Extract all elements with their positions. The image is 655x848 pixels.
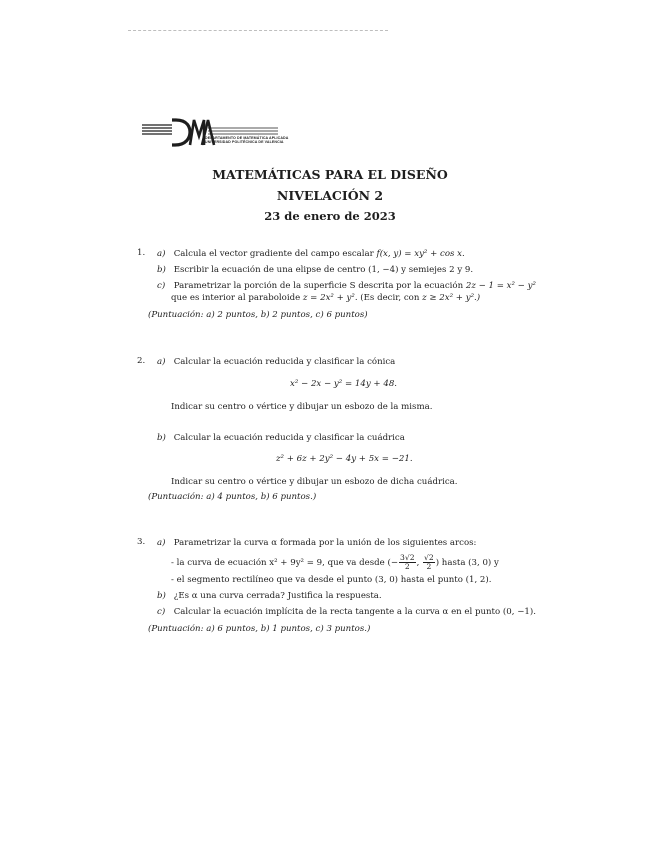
q3-c	[157, 606, 536, 618]
q2-b-text: Calcular la ecuación reducida y clasificar la cuádrica	[173, 433, 405, 443]
logo-caption	[205, 136, 289, 145]
q2-b-follow: Indicar su centro o vértice y dibujar un esbozo de dicha cuádrica.	[171, 477, 458, 487]
q1-c-cont	[171, 292, 480, 304]
q3-a	[157, 537, 476, 549]
exam-subtitle: NIVELACIÓN 2	[276, 188, 384, 203]
q2-b-equation: z² + 6z + 2y² − 4y + 5x = −21.	[276, 454, 413, 464]
exam-title: MATEMÁTICAS PARA EL DISEÑO	[212, 167, 448, 182]
q2-b-label: b)	[157, 433, 166, 443]
q2-a-label: a)	[157, 357, 166, 367]
frac2-numerator: √2	[424, 552, 434, 562]
frac1-denominator: 2	[404, 562, 410, 571]
q3-a-text: Parametrizar la curva α formada por la unión de los siguientes arcos:	[173, 538, 477, 548]
q2-a-follow: Indicar su centro o vértice y dibujar un esbozo de la misma.	[171, 402, 433, 412]
q3-a-item1-post: hasta (3, 0) y	[441, 558, 499, 568]
q3-c-text: Calcular la ecuación implícita de la recta tangente a la curva α en el punto (0, −1).	[173, 607, 536, 617]
frac1-numerator: 3√2	[400, 552, 415, 562]
q1-a	[157, 248, 465, 260]
q1-c-label: c)	[157, 281, 166, 291]
q1-b-math: (1, −4) y semiejes 2 y 9.	[368, 265, 474, 275]
q3-a-item1-pre: - la curva de ecuación x² + 9y² = 9, que va desde	[171, 558, 385, 568]
dma-logo	[142, 116, 289, 152]
q3-a-label: a)	[157, 538, 166, 548]
q3-c-label: c)	[157, 607, 166, 617]
q1-b	[157, 264, 473, 276]
q2-a-text: Calcular la ecuación reducida y clasificar la cónica	[173, 357, 396, 367]
q3-a-item2: - el segmento rectilíneo que va desde el punto (3, 0) hasta el punto (1, 2).	[171, 575, 492, 585]
scan-artifact	[128, 30, 388, 37]
q2-a	[157, 356, 395, 368]
q1-number: 1.	[137, 248, 146, 258]
q1-a-math: f(x, y) = xy² + cos x.	[376, 249, 465, 259]
q3-b-text: ¿Es α una curva cerrada? Justifica la respuesta.	[173, 591, 382, 601]
q1-c-text3: (Es decir, con	[360, 293, 420, 303]
q1-a-text: Calcula el vector gradiente del campo escalar	[173, 249, 374, 259]
q1-c-math1: 2z − 1 = x² − y²	[465, 281, 536, 291]
exam-date: 23 de enero de 2023	[264, 209, 396, 223]
q1-b-text: Escribir la ecuación de una elipse de centro	[173, 265, 366, 275]
q1-c	[157, 280, 536, 292]
q1-b-label: b)	[157, 265, 166, 275]
q3-b-label: b)	[157, 591, 166, 601]
q2-number: 2.	[137, 356, 146, 366]
q3-a-item1-point: (− $\frac{3√2}{2}$ , $\frac{√2}{2}$ )	[387, 552, 440, 571]
q3-scoring: (Puntuación: a) 6 puntos, b) 1 puntos, c) 3 puntos.)	[148, 624, 371, 634]
q1-c-text1: Parametrizar la porción de la superficie S descrita por la ecuación	[173, 281, 464, 291]
q2-b	[157, 432, 405, 444]
logo-caption-line2: UNIVERSIDAD POLITÉCNICA DE VALENCIA	[205, 140, 284, 145]
q3-b	[157, 590, 382, 602]
q2-scoring: (Puntuación: a) 4 puntos, b) 6 puntos.)	[148, 492, 317, 502]
q1-c-math2: z = 2x² + y².	[302, 293, 358, 303]
q3-number: 3.	[137, 537, 146, 547]
q1-a-label: a)	[157, 249, 166, 259]
q1-c-math3: z ≥ 2x² + y².)	[422, 293, 481, 303]
dma-logo-graphic	[142, 116, 280, 152]
q2-a-equation: x² − 2x − y² = 14y + 48.	[290, 379, 398, 389]
frac2-denominator: 2	[426, 562, 432, 571]
q1-c-text2: que es interior al paraboloide	[171, 293, 301, 303]
fraction-sqrt2-over-2	[423, 554, 435, 572]
logo-caption-line1: DEPARTAMENTO DE MATEMÁTICA APLICADA	[205, 136, 289, 140]
fraction-3sqrt2-over-2	[399, 554, 416, 572]
q1-scoring: (Puntuación: a) 2 puntos, b) 2 puntos, c) 6 puntos)	[148, 310, 368, 320]
q3-a-item1	[171, 552, 499, 574]
